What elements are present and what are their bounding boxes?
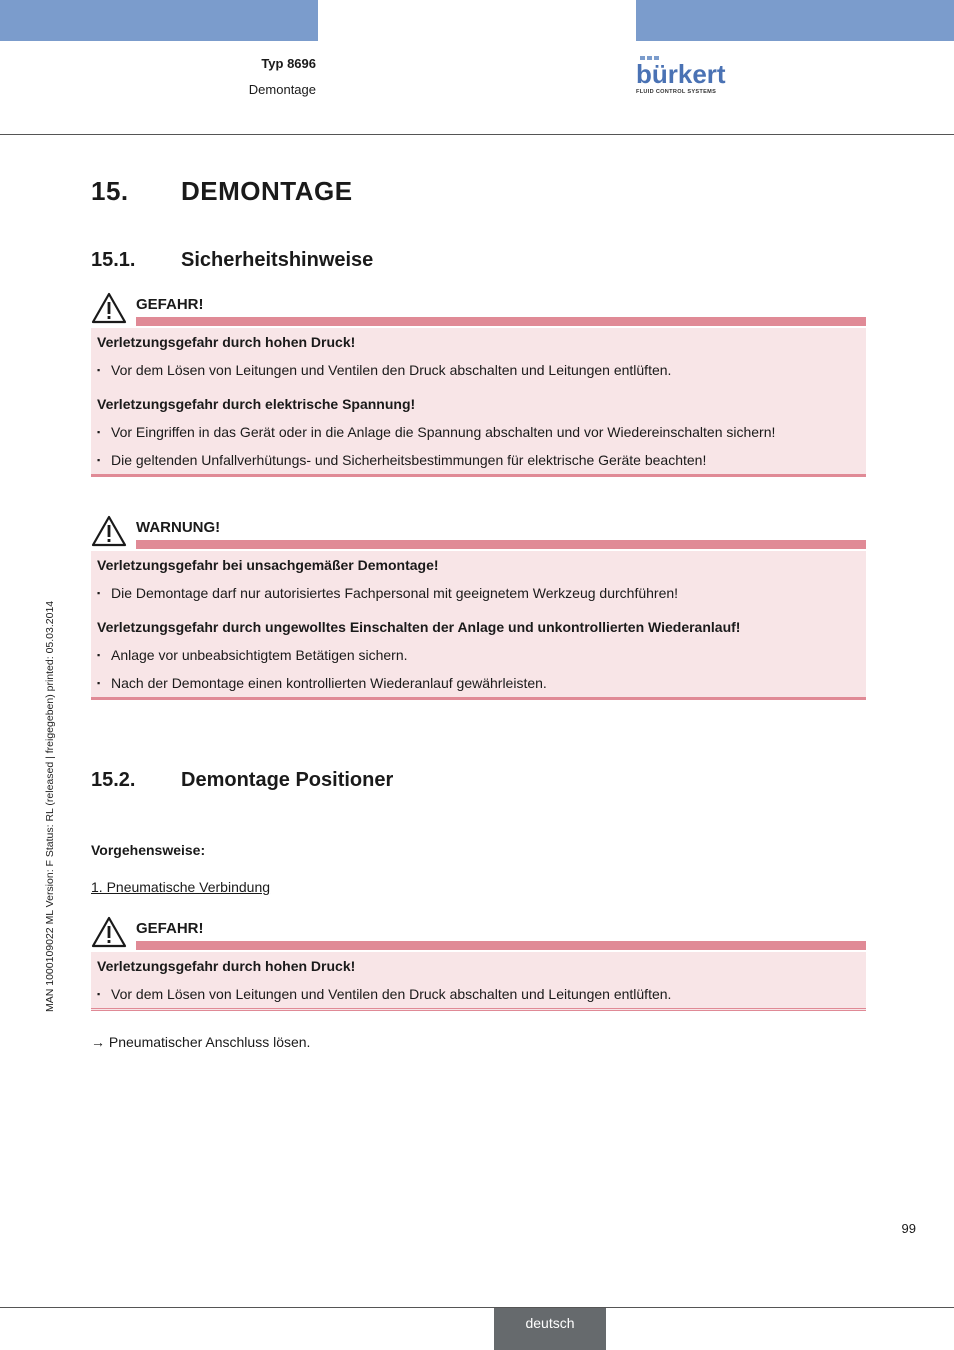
- svg-text:bürkert: bürkert: [636, 59, 726, 89]
- header-type: Typ 8696: [261, 56, 316, 71]
- hazard-item: ▪ Vor dem Lösen von Leitungen und Ventilen den Druck abschalten und Leitungen entlüften.: [97, 360, 860, 380]
- hazard-item: ▪ Anlage vor unbeabsichtigtem Betätigen sichern.: [97, 645, 860, 665]
- danger-box-body: [91, 328, 866, 477]
- section-heading-1: [91, 249, 373, 272]
- danger-box-header: [91, 296, 866, 328]
- hazard-item: ▪ Nach der Demontage einen kontrollierten Wiederanlauf gewährleisten.: [97, 673, 860, 693]
- hazard-heading: Verletzungsgefahr bei unsachgemäßer Demontage!: [97, 557, 439, 573]
- hazard-heading: Verletzungsgefahr durch hohen Druck!: [97, 958, 356, 974]
- warning-box: [91, 519, 866, 700]
- section-number: 15.1.: [91, 249, 136, 271]
- danger-stripe: [136, 941, 866, 950]
- warning-triangle-icon: [91, 515, 127, 547]
- burkert-logo: [636, 56, 736, 96]
- section-title: Sicherheitshinweise: [181, 249, 374, 271]
- hazard-item: ▪ Vor dem Lösen von Leitungen und Ventilen den Druck abschalten und Leitungen entlüften.: [97, 984, 860, 1004]
- danger-box-body: [91, 952, 866, 1011]
- footer-rule: [0, 1307, 954, 1308]
- hazard-item: ▪ Die geltenden Unfallverhütungs- und Sicherheitsbestimmungen für elektrische Geräte beachten!: [97, 450, 860, 470]
- chapter-heading: [91, 176, 353, 207]
- hazard-heading: Verletzungsgefahr durch hohen Druck!: [97, 334, 356, 350]
- procedure-result: → Pneumatischer Anschluss lösen.: [91, 1034, 311, 1050]
- header-section: Demontage: [248, 82, 316, 97]
- warning-box-header: [91, 519, 866, 551]
- document-metadata-sidebar: MAN 1000109022 ML Version: F Status: RL (released | freigegeben) printed: 05.03.2014: [44, 600, 56, 1012]
- danger-box: [91, 296, 866, 477]
- procedure-label: Vorgehensweise:: [91, 842, 206, 858]
- warning-box-body: [91, 551, 866, 700]
- procedure-step-1: 1. Pneumatische Verbindung: [91, 879, 271, 895]
- header-bar-left: [0, 0, 318, 41]
- hazard-item: ▪ Die Demontage darf nur autorisiertes Fachpersonal mit geeignetem Werkzeug durchführen!: [97, 583, 860, 603]
- section-heading-2: [91, 769, 393, 792]
- header-bar-right: [636, 0, 954, 41]
- chapter-number: 15.: [91, 176, 129, 206]
- header-rule: [0, 134, 954, 135]
- section-number: 15.2.: [91, 769, 136, 791]
- danger-box-header: [91, 920, 866, 952]
- hazard-heading: Verletzungsgefahr durch elektrische Spannung!: [97, 396, 416, 412]
- warning-stripe: [136, 540, 866, 549]
- svg-text:FLUID CONTROL SYSTEMS: FLUID CONTROL SYSTEMS: [636, 89, 717, 95]
- hazard-heading: Verletzungsgefahr durch ungewolltes Einschalten der Anlage und unkontrollierten Wiederanlauf!: [97, 619, 741, 635]
- warning-box-title: WARNUNG!: [136, 519, 221, 536]
- hazard-item: ▪ Vor Eingriffen in das Gerät oder in die Anlage die Spannung abschalten und vor Wiedereinschalten sichern!: [97, 422, 860, 442]
- danger-box-title: GEFAHR!: [136, 296, 204, 313]
- footer-language-tab: deutsch: [494, 1308, 606, 1350]
- danger-stripe: [136, 317, 866, 326]
- danger-box-title: GEFAHR!: [136, 920, 204, 937]
- warning-triangle-icon: [91, 916, 127, 948]
- section-title: Demontage Positioner: [181, 769, 394, 791]
- page-number: 99: [901, 1221, 916, 1236]
- warning-triangle-icon: [91, 292, 127, 324]
- chapter-title: DEMONTAGE: [181, 176, 353, 206]
- danger-box: [91, 920, 866, 1011]
